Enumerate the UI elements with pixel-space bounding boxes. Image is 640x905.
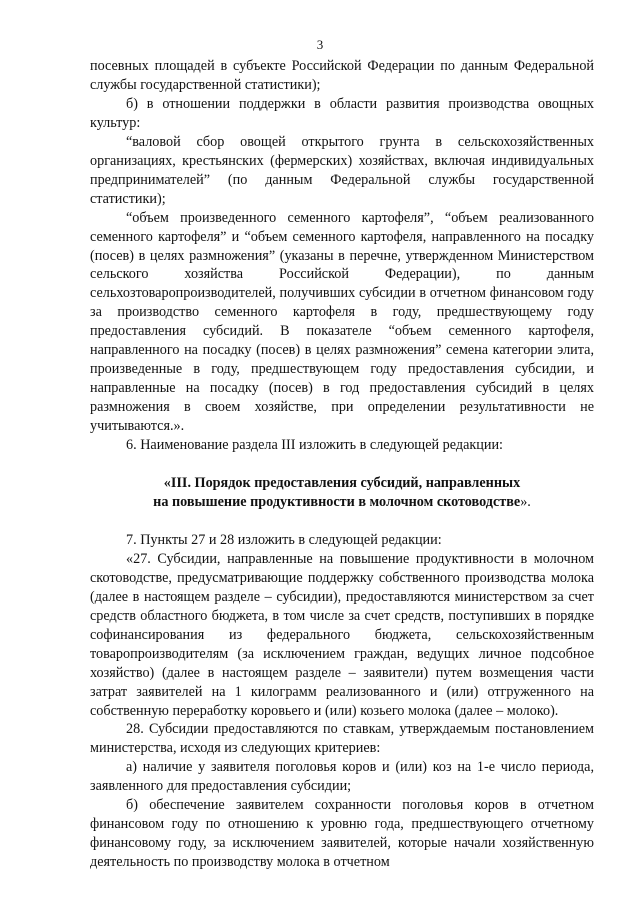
paragraph: посевных площадей в субъекте Российской Федерации по данным Федеральной службы государственной статистики); [90,58,594,93]
section-heading-closing: ». [520,493,531,510]
section-heading-line-1: «III. Порядок предоставления субсидий, направленных [163,475,521,492]
section-heading-line-2: на повышение продуктивности в молочном скотоводстве [153,493,521,510]
paragraph: а) наличие у заявителя поголовья коров и (или) коз на 1-е число периода, заявленного для предоставления субсидии; [90,759,594,795]
paragraph: б) в отношении поддержки в области развития производства овощных культур: [90,95,594,131]
paragraph: “объем произведенного семенного картофеля”, “объем реализованного семенного картофеля” и “объем семенного картофеля, направленного на посадку (посев) в целях размножения” (указаны в перечне, утвержденном Министерством сельского хозяйства Российской Федерации), по данным сельхозтоваропроизводителей, получивших субсидии в отчетном финансовом году за производство семенного картофеля в году, предшествующему году предоставления субсидий. В показателе “объем семенного картофеля, направленного на посадку (посев) в целях размножения” семена категории элита, произведенные в году, предшествующем году предоставления субсидии, и направленные на посадку (посев) в год предоставления субсидий в целях размножения в своем хозяйстве, при определении результативности не учитываются.». [90,209,594,435]
spacer [90,455,594,474]
page-number: 3 [316,37,324,52]
paragraph: 6. Наименование раздела III изложить в следующей редакции: [126,437,503,454]
spacer [90,512,594,531]
paragraph: 28. Субсидии предоставляются по ставкам, утверждаемым постановлением министерства, исходя из следующих критериев: [90,721,594,757]
paragraph: “валовой сбор овощей открытого грунта в сельскохозяйственных организациях, крестьянских (фермерских) хозяйствах, включая индивидуальных предпринимателей” (по данным Федеральной службы государственной статистики); [90,133,594,207]
paragraph: б) обеспечение заявителем сохранности поголовья коров в отчетном финансовом году по отношению к уровню года, предшествующего отчетному финансовому году, за исключением заявителей, которые начали хозяйственную деятельность по производству молока в отчетном [90,797,594,871]
section-heading [90,474,594,512]
paragraph: «27. Субсидии, направленные на повышение продуктивности в молочном скотоводстве, предусматривающие поддержку собственного производства молока (далее в настоящем разделе – субсидии), предоставляются министерством за счет средств областного бюджета, в том числе за счет средств, поступивших в порядке софинансирования из федерального бюджета, сельскохозяйственным товаропроизводителям (за исключением граждан, ведущих личное подсобное хозяйство) (далее в настоящем разделе – заявители) путем возмещения части затрат заявителей на 1 килограмм реализованного и (или) отгруженного на собственную переработку коровьего и (или) козьего молока (далее – молоко). [90,550,594,719]
paragraph: 7. Пункты 27 и 28 изложить в следующей редакции: [126,531,442,548]
document-body [90,57,594,872]
